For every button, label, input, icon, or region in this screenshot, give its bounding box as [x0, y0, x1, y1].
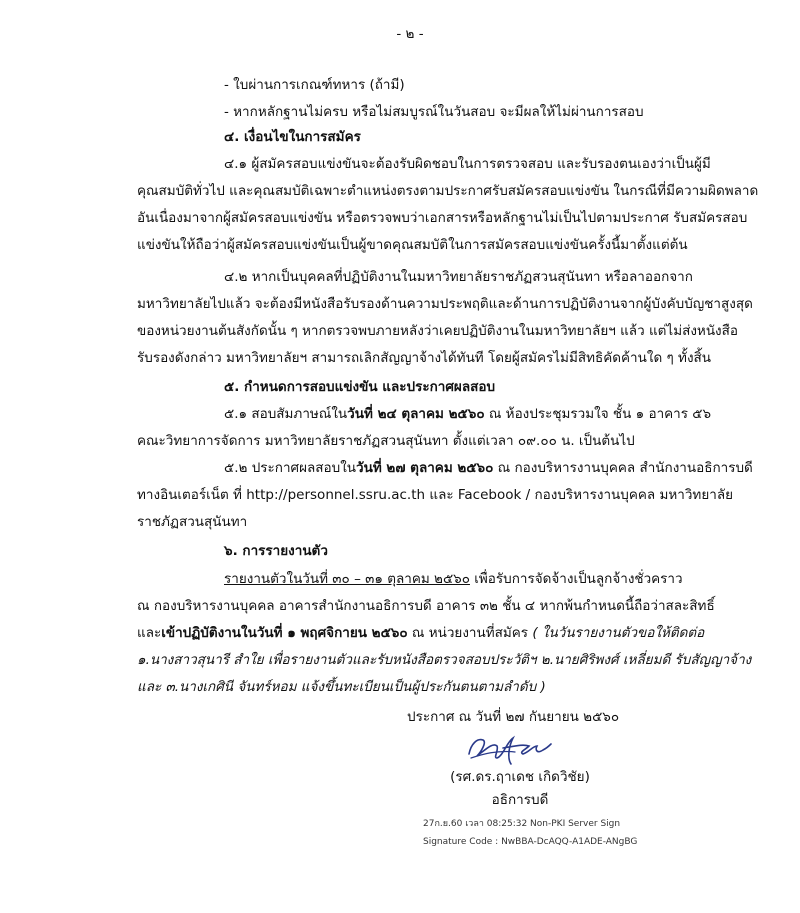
- section-6-line-3-post: ณ หน่วยงานที่สมัคร: [407, 625, 533, 641]
- section-6-line-1: [224, 570, 683, 588]
- section-4-1-line-2: คุณสมบัติทั่วไป และคุณสมบัติเฉพาะตำแหน่งตรงตามประกาศรับสมัครสอบแข่งขัน ในกรณีที่มีความผิดพลาด: [137, 183, 759, 199]
- section-5-1-line-2: คณะวิทยาการจัดการ มหาวิทยาลัยราชภัฏสวนสุนันทา ตั้งแต่เวลา ๐๙.๐๐ น. เป็นต้นไป: [137, 433, 635, 449]
- section-6-heading: ๖. การรายงานตัว: [224, 543, 328, 559]
- section-4-heading: ๔. เงื่อนไขในการสมัคร: [224, 129, 361, 145]
- section-4-2-line-3: ของหน่วยงานต้นสังกัดนั้น ๆ หากตรวจพบภายหลังว่าเคยปฏิบัติงานในมหาวิทยาลัยฯ แล้ว แต่ไม่ส่งหนังสือ: [137, 323, 739, 339]
- report-date: รายงานตัวในวันที่ ๓๐ – ๓๑ ตุลาคม ๒๕๖๐: [224, 571, 470, 587]
- result-date: วันที่ ๒๗ ตุลาคม ๒๕๖๐: [356, 460, 494, 476]
- section-5-1-line-1: [224, 405, 711, 423]
- section-4-1-line-1: ๔.๑ ผู้สมัครสอบแข่งขันจะต้องรับผิดชอบในการตรวจสอบ และรับรองตนเองว่าเป็นผู้มี: [224, 156, 711, 172]
- bullet-military: - ใบผ่านการเกณฑ์ทหาร (ถ้ามี): [224, 77, 405, 93]
- bullet-incomplete: - หากหลักฐานไม่ครบ หรือไม่สมบูรณ์ในวันสอบ จะมีผลให้ไม่ผ่านการสอบ: [224, 104, 644, 120]
- page-number: - ๒ -: [396, 26, 424, 42]
- start-work-date: เข้าปฏิบัติงานในวันที่ ๑ พฤศจิกายน ๒๕๖๐: [161, 625, 408, 641]
- interview-date: วันที่ ๒๔ ตุลาคม ๒๕๖๐: [347, 406, 485, 422]
- section-6-line-3-italic: ( ในวันรายงานตัวขอให้ติดต่อ: [532, 625, 705, 641]
- section-5-1-pre: ๕.๑ สอบสัมภาษณ์ใน: [224, 406, 348, 422]
- section-6-line-5: และ ๓.นางเกศินี จันทร์หอม แจ้งขึ้นทะเบียนเป็นผู้ประกันตนตามลำดับ ): [137, 679, 546, 695]
- section-6-line-3-pre: และ: [137, 625, 162, 641]
- section-5-1-post: ณ ห้องประชุมรวมใจ ชั้น ๑ อาคาร ๕๖: [484, 406, 712, 422]
- section-4-2-line-2: มหาวิทยาลัยไปแล้ว จะต้องมีหนังสือรับรองด้านความประพฤติและด้านการปฏิบัติงานจากผู้บังคับบัญชาสูงสุด: [137, 296, 753, 312]
- section-5-2-post: ณ กองบริหารงานบุคคล สำนักงานอธิการบดี: [493, 460, 753, 476]
- section-6-line-1-post: เพื่อรับการจัดจ้างเป็นลูกจ้างชั่วคราว: [469, 571, 683, 587]
- section-5-2-line-3: ราชภัฏสวนสุนันทา: [137, 514, 248, 530]
- section-4-1-line-3: อันเนื่องมาจากผู้สมัครสอบแข่งขัน หรือตรวจพบว่าเอกสารหรือหลักฐานไม่เป็นไปตามประกาศ รับสมัครสอบ: [137, 210, 748, 226]
- section-5-heading: ๕. กำหนดการสอบแข่งขัน และประกาศผลสอบ: [224, 379, 496, 395]
- section-5-2-line-2: ทางอินเตอร์เน็ต ที่ http://personnel.ssru.ac.th และ Facebook / กองบริหารงานบุคคล มหาวิทยาลัย: [137, 487, 733, 503]
- signature-code: Signature Code : NwBBA-DcAQQ-A1ADE-ANgBG: [423, 837, 638, 847]
- section-4-2-line-1: ๔.๒ หากเป็นบุคคลที่ปฏิบัติงานในมหาวิทยาลัยราชภัฏสวนสุนันทา หรือลาออกจาก: [224, 269, 693, 285]
- handwritten-signature: [463, 728, 555, 768]
- signer-name: (รศ.ดร.ฤาเดช เกิดวิชัย): [450, 769, 590, 785]
- section-6-line-2: ณ กองบริหารงานบุคคล อาคารสำนักงานอธิการบดี อาคาร ๓๒ ชั้น ๔ หากพ้นกำหนดนี้ถือว่าสละสิทธิ์: [137, 598, 715, 614]
- announcement-date: ประกาศ ณ วันที่ ๒๗ กันยายน ๒๕๖๐: [407, 709, 620, 725]
- section-6-line-4: ๑.นางสาวสุนารี สำใย เพื่อรายงานตัวและรับหนังสือตรวจสอบประวัติฯ ๒.นายศิริพงศ์ เหลี่ยมดี รับสัญญาจ้าง: [137, 652, 752, 668]
- signer-title: อธิการบดี: [491, 792, 549, 808]
- section-5-2-pre: ๕.๒ ประกาศผลสอบใน: [224, 460, 357, 476]
- section-4-1-line-4: แข่งขันให้ถือว่าผู้สมัครสอบแข่งขันเป็นผู้ขาดคุณสมบัติในการสมัครสอบแข่งขันครั้งนี้มาตั้งแต่ต้น: [137, 237, 688, 253]
- sign-timestamp: 27ก.ย.60 เวลา 08:25:32 Non-PKI Server Sign: [423, 819, 621, 829]
- section-6-line-3: [137, 624, 704, 642]
- section-4-2-line-4: รับรองดังกล่าว มหาวิทยาลัยฯ สามารถเลิกสัญญาจ้างได้ทันที โดยผู้สมัครไม่มีสิทธิคัดค้านใด ๆ ทั้งสิ้น: [137, 350, 712, 366]
- section-5-2-line-1: [224, 459, 753, 477]
